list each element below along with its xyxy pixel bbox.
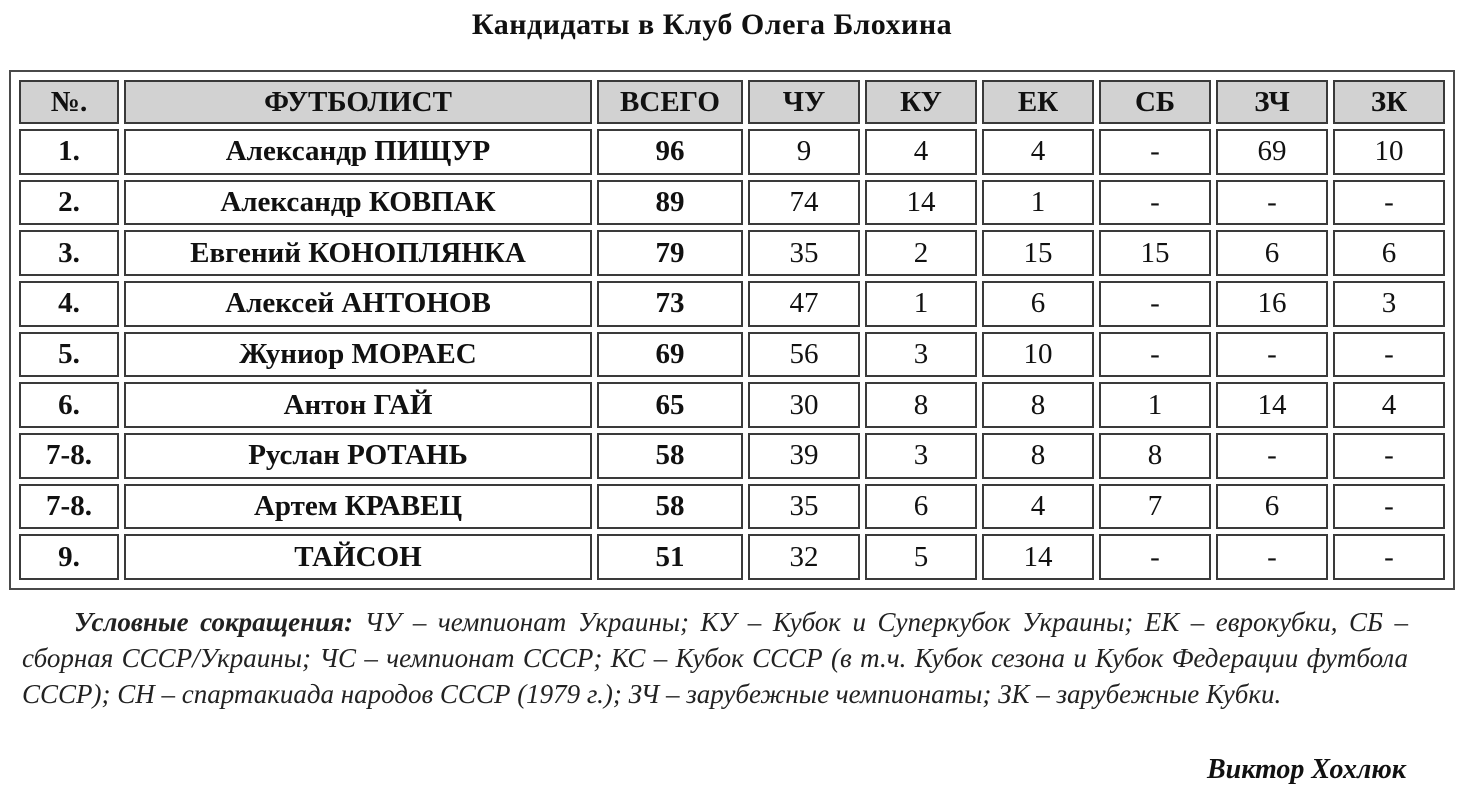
cell-zch: - [1216, 180, 1328, 226]
cell-total: 65 [597, 382, 743, 428]
cell-total: 96 [597, 129, 743, 175]
cell-zk: - [1333, 484, 1445, 530]
cell-player: Алексей АНТОНОВ [124, 281, 592, 327]
cell-total: 51 [597, 534, 743, 580]
header-player: ФУТБОЛИСТ [124, 80, 592, 124]
header-total: ВСЕГО [597, 80, 743, 124]
cell-total: 58 [597, 433, 743, 479]
cell-player: Александр ПИЩУР [124, 129, 592, 175]
cell-number: 6. [19, 382, 119, 428]
cell-player: ТАЙСОН [124, 534, 592, 580]
cell-zk: 6 [1333, 230, 1445, 276]
table-row [19, 433, 1445, 479]
cell-ku: 8 [865, 382, 977, 428]
legend-lead: Условные сокращения: [74, 607, 354, 637]
cell-ek: 4 [982, 129, 1094, 175]
cell-ek: 14 [982, 534, 1094, 580]
cell-ku: 5 [865, 534, 977, 580]
candidates-table-frame [9, 70, 1455, 590]
cell-ek: 6 [982, 281, 1094, 327]
cell-total: 58 [597, 484, 743, 530]
cell-total: 89 [597, 180, 743, 226]
cell-zk: - [1333, 332, 1445, 378]
cell-sb: 7 [1099, 484, 1211, 530]
cell-zk: 3 [1333, 281, 1445, 327]
candidates-table [14, 75, 1450, 585]
cell-chu: 32 [748, 534, 860, 580]
cell-zk: 4 [1333, 382, 1445, 428]
cell-number: 3. [19, 230, 119, 276]
cell-sb: - [1099, 281, 1211, 327]
cell-zch: - [1216, 433, 1328, 479]
header-chu: ЧУ [748, 80, 860, 124]
cell-sb: - [1099, 180, 1211, 226]
cell-chu: 35 [748, 484, 860, 530]
cell-total: 79 [597, 230, 743, 276]
author-signature: Виктор Хохлюк [1206, 754, 1406, 785]
cell-zch: 6 [1216, 230, 1328, 276]
cell-ku: 1 [865, 281, 977, 327]
cell-chu: 39 [748, 433, 860, 479]
cell-number: 7-8. [19, 484, 119, 530]
header-zk: ЗК [1333, 80, 1445, 124]
cell-number: 4. [19, 281, 119, 327]
header-zch: ЗЧ [1216, 80, 1328, 124]
header-ek: ЕК [982, 80, 1094, 124]
header-number: №. [19, 80, 119, 124]
cell-sb: - [1099, 332, 1211, 378]
table-row [19, 281, 1445, 327]
cell-zk: - [1333, 433, 1445, 479]
cell-player: Руслан РОТАНЬ [124, 433, 592, 479]
cell-zch: - [1216, 534, 1328, 580]
cell-zch: 69 [1216, 129, 1328, 175]
cell-zch: 14 [1216, 382, 1328, 428]
cell-zk: - [1333, 180, 1445, 226]
cell-number: 5. [19, 332, 119, 378]
header-ku: КУ [865, 80, 977, 124]
cell-player: Антон ГАЙ [124, 382, 592, 428]
cell-number: 1. [19, 129, 119, 175]
table-row [19, 382, 1445, 428]
cell-ek: 10 [982, 332, 1094, 378]
header-sb: СБ [1099, 80, 1211, 124]
cell-chu: 9 [748, 129, 860, 175]
cell-number: 9. [19, 534, 119, 580]
cell-chu: 56 [748, 332, 860, 378]
cell-sb: - [1099, 129, 1211, 175]
cell-chu: 74 [748, 180, 860, 226]
cell-sb: 8 [1099, 433, 1211, 479]
cell-chu: 30 [748, 382, 860, 428]
cell-ku: 4 [865, 129, 977, 175]
cell-ek: 8 [982, 433, 1094, 479]
table-row [19, 180, 1445, 226]
cell-ku: 3 [865, 332, 977, 378]
cell-ku: 6 [865, 484, 977, 530]
cell-sb: - [1099, 534, 1211, 580]
cell-total: 69 [597, 332, 743, 378]
cell-zk: - [1333, 534, 1445, 580]
cell-ek: 1 [982, 180, 1094, 226]
legend-text: ЧУ – чемпионат Украины; КУ – Кубок и Суперкубок Украины; ЕК – еврокубки, СБ – сборная СССР/Украины; ЧС – чемпионат СССР; КС – Кубок СССР (в т.ч. Кубок сезона и Кубок Федерации футбола СССР); СН – спартакиада народов СССР (1979 г.); ЗЧ – зарубежные чемпионаты; ЗК – зарубежные Кубки. [22, 607, 1408, 709]
cell-zch: 16 [1216, 281, 1328, 327]
cell-zch: - [1216, 332, 1328, 378]
table-row [19, 534, 1445, 580]
table-row [19, 484, 1445, 530]
cell-number: 2. [19, 180, 119, 226]
abbreviations-legend [22, 604, 1408, 712]
table-row [19, 230, 1445, 276]
page-title: Кандидаты в Клуб Олега Блохина [471, 8, 953, 41]
cell-sb: 15 [1099, 230, 1211, 276]
cell-chu: 47 [748, 281, 860, 327]
cell-ek: 8 [982, 382, 1094, 428]
cell-number: 7-8. [19, 433, 119, 479]
cell-player: Артем КРАВЕЦ [124, 484, 592, 530]
cell-ku: 14 [865, 180, 977, 226]
cell-player: Жуниор МОРАЕС [124, 332, 592, 378]
cell-chu: 35 [748, 230, 860, 276]
cell-ek: 15 [982, 230, 1094, 276]
cell-ku: 3 [865, 433, 977, 479]
table-row [19, 129, 1445, 175]
cell-zk: 10 [1333, 129, 1445, 175]
cell-zch: 6 [1216, 484, 1328, 530]
cell-sb: 1 [1099, 382, 1211, 428]
cell-ku: 2 [865, 230, 977, 276]
cell-player: Евгений КОНОПЛЯНКА [124, 230, 592, 276]
table-header-row [19, 80, 1445, 124]
cell-total: 73 [597, 281, 743, 327]
table-row [19, 332, 1445, 378]
cell-ek: 4 [982, 484, 1094, 530]
cell-player: Александр КОВПАК [124, 180, 592, 226]
